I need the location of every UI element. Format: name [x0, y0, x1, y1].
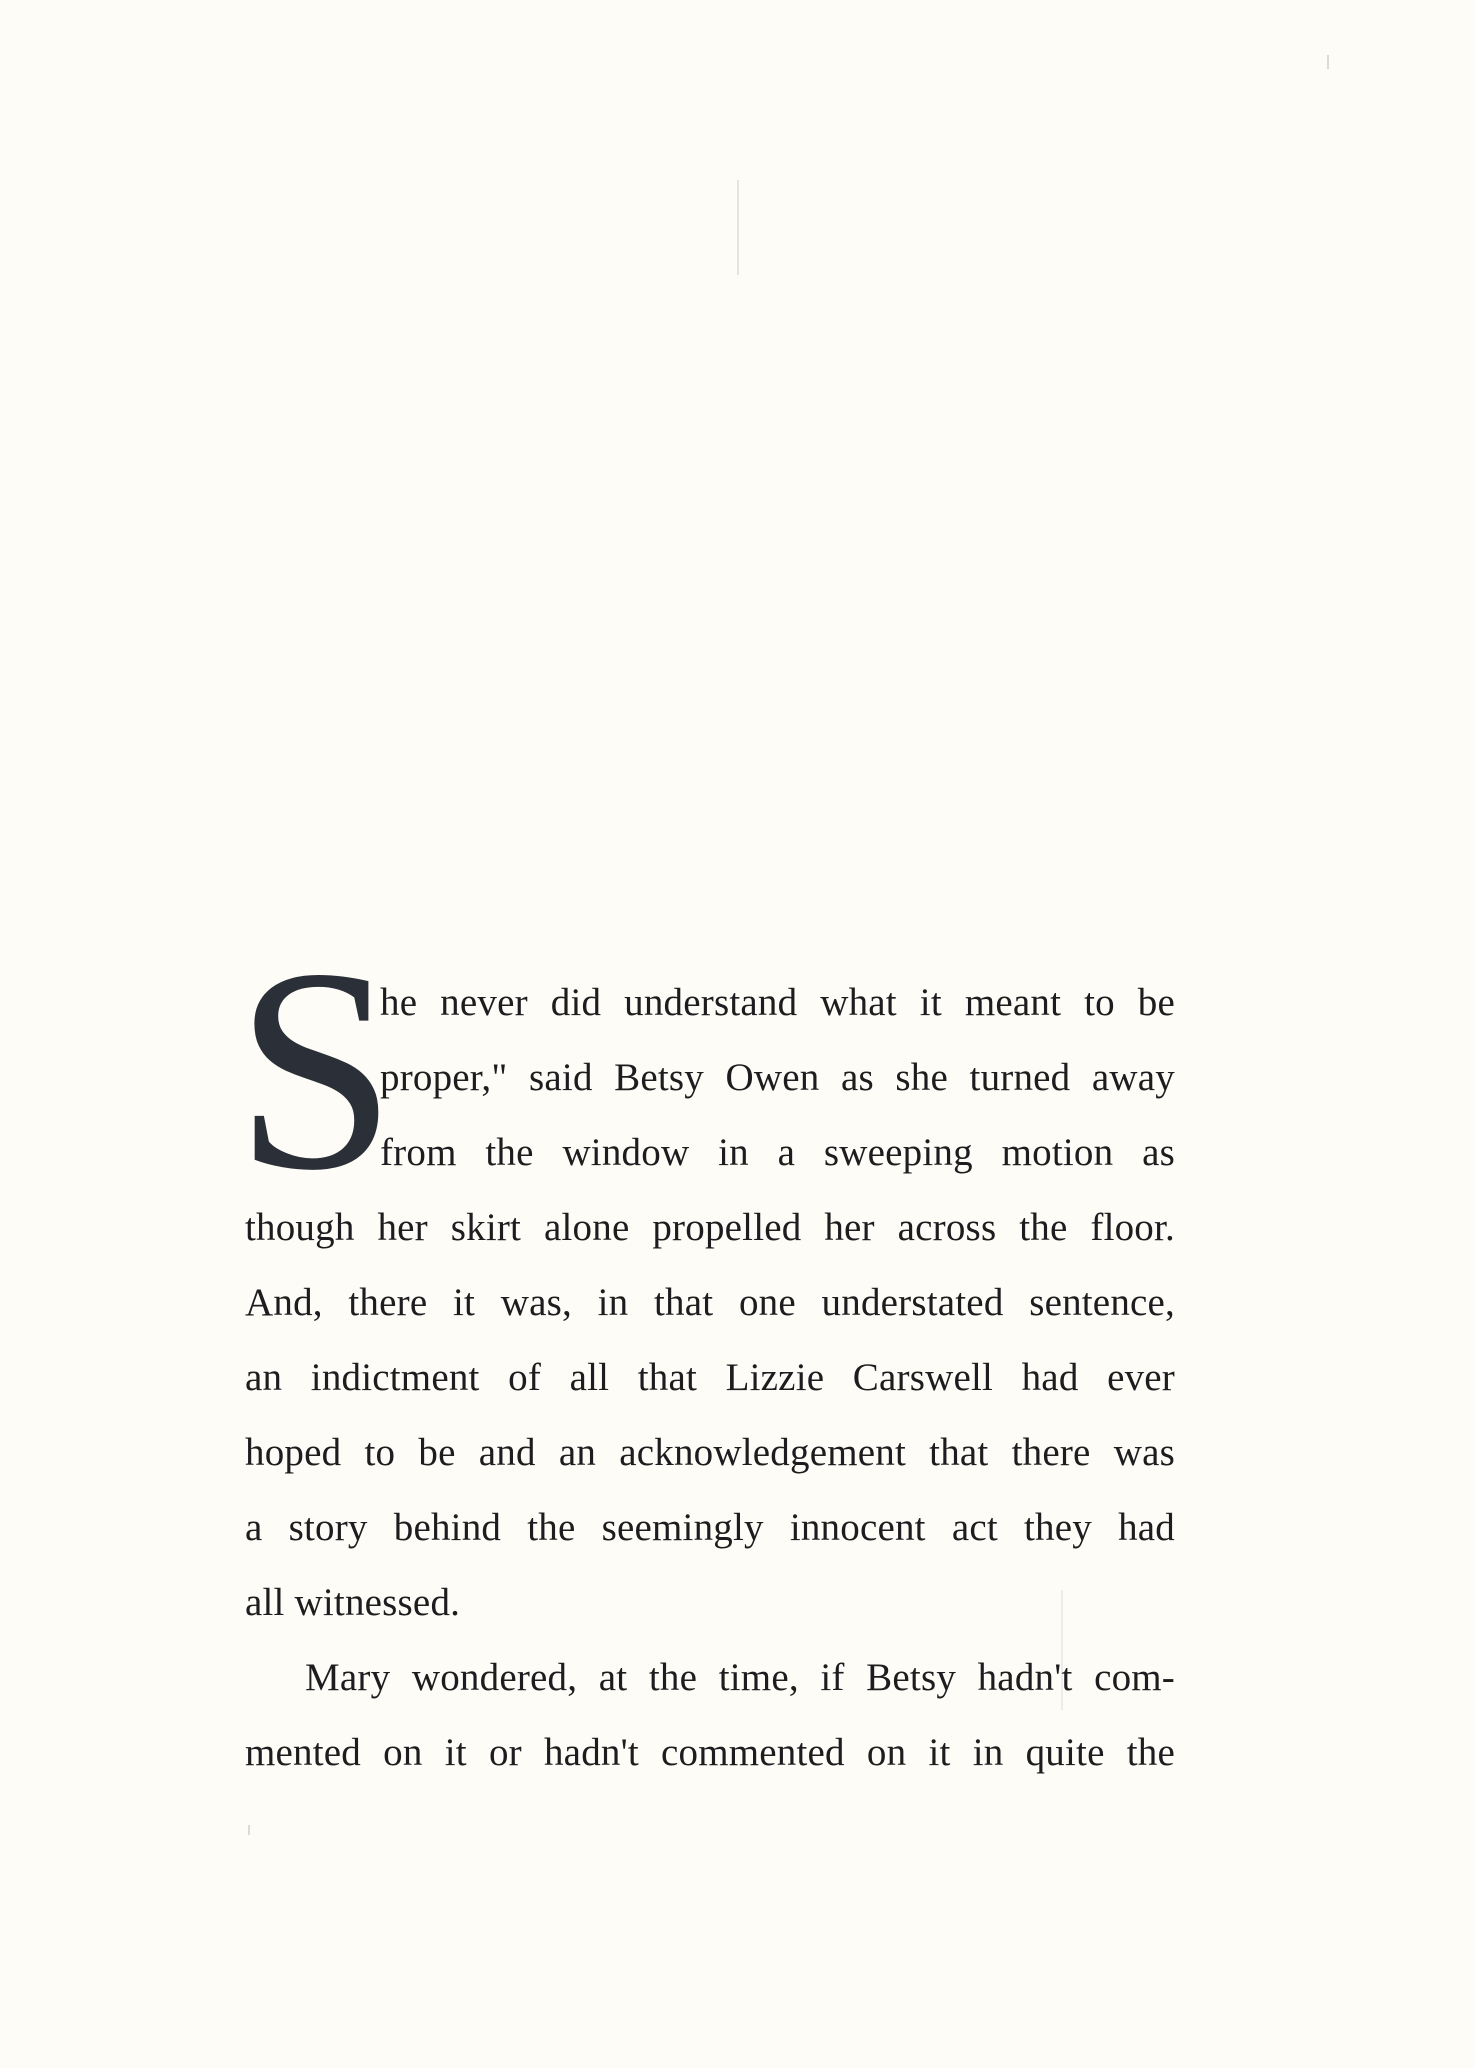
drop-cap: S [235, 909, 397, 1230]
text-line: a story behind the seemingly innocent act they had [245, 1506, 1175, 1549]
paragraph-1 [245, 965, 1175, 1640]
scan-mark [1327, 55, 1329, 69]
body-text [245, 965, 1175, 1790]
text-line: hoped to be and an acknowledgement that there was [245, 1431, 1175, 1474]
text-line: though her skirt alone propelled her across the floor. [245, 1206, 1175, 1249]
drop-cap-wrapped-lines [245, 965, 1175, 1190]
text-line: from the window in a sweeping motion as [380, 1131, 1175, 1174]
text-line: And, there it was, in that one understated sentence, [245, 1281, 1175, 1324]
text-line: proper," said Betsy Owen as she turned away [380, 1056, 1175, 1099]
scan-mark [737, 180, 739, 275]
text-line: mented on it or hadn't commented on it in quite the [245, 1731, 1175, 1774]
text-line: Mary wondered, at the time, if Betsy hadn't com- [305, 1656, 1175, 1699]
paragraph-2 [245, 1640, 1175, 1790]
text-line: he never did understand what it meant to be [380, 981, 1175, 1024]
text-line: an indictment of all that Lizzie Carswell had ever [245, 1356, 1175, 1399]
text-line: all witnessed. [245, 1581, 461, 1624]
scan-mark [248, 1825, 250, 1835]
